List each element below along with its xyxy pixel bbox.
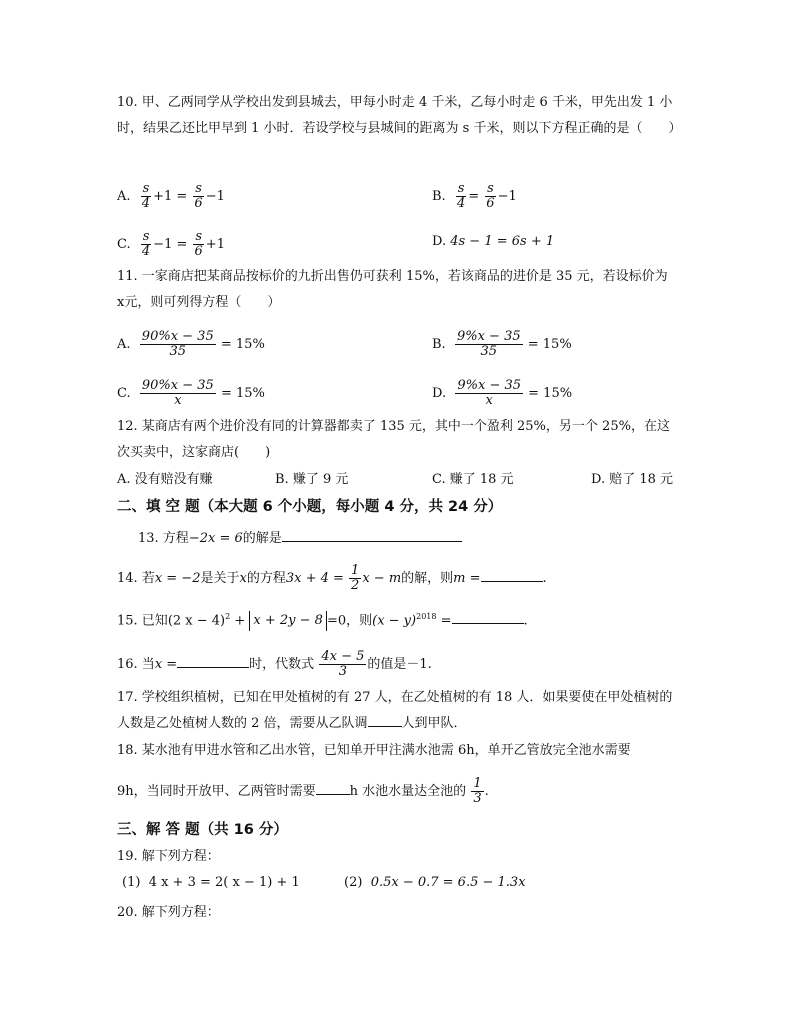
question-11-stem: 11. 一家商店把某商品按标价的九折出售仍可获利 15%，若该商品的进价是 35 元，若设标价为 x元，则可列得方程（ ） — [117, 269, 668, 310]
answer-blank[interactable] — [316, 780, 350, 795]
answer-blank[interactable] — [368, 712, 402, 727]
q12-option-a: A. 没有赔没有赚 — [117, 472, 213, 487]
question-20-title: 20. 解下列方程： — [117, 905, 220, 920]
answer-blank[interactable] — [481, 567, 543, 582]
question-19-part-1: (1) 4 x + 3 = 2( x − 1) + 1 — [122, 875, 300, 890]
question-19-title: 19. 解下列方程： — [117, 849, 220, 864]
answer-blank[interactable] — [282, 527, 462, 542]
q12-option-b: B. 赚了 9 元 — [275, 472, 349, 487]
question-13: 13. 方程−2x = 6的解是 — [138, 527, 462, 549]
q11-option-a: A. $\frac{90\%x - 35}{35}$ = 15% — [117, 329, 265, 359]
q10-option-b: B. $\frac{s}{4}$ = $\frac{s}{6}$ −1 — [432, 181, 517, 211]
section-2-title: 二、填 空 题（本大题 6 个小题，每小题 4 分，共 24 分） — [117, 499, 503, 515]
q11-option-c: C. $\frac{90\%x - 35}{x}$ = 15% — [117, 378, 265, 408]
question-19-part-2: (2) 0.5x − 0.7 = 6.5 − 1.3x — [344, 875, 526, 890]
question-18-line1: 18. 某水池有甲进水管和乙出水管，已知单开甲注满水池需 6h，单开乙管放完全池水需要 — [117, 743, 631, 758]
q10-option-d: D. 4s − 1 = 6s + 1 — [432, 234, 555, 249]
question-16: 16. 当x = 时，代数式 $\frac{4x - 5}{3}$ 的值是－1. — [117, 649, 432, 679]
q10-option-a: A. $\frac{s}{4}$ +1 = $\frac{s}{6}$ −1 — [117, 181, 225, 211]
answer-blank[interactable] — [452, 609, 524, 624]
q12-option-d: D. 赔了 18 元 — [591, 472, 674, 487]
section-3-title: 三、解 答 题（共 16 分） — [117, 822, 288, 838]
question-15: 15. 已知(2 x − 4)$^2$ + x + 2y − 8 =0，则$(x - y)^{2018}$ = . — [117, 607, 528, 631]
question-12-stem: 12. 某商店有两个进价没有同的计算器都卖了 135 元，其中一个盈利 25%，另一个 25%，在这次买卖中，这家商店( ) — [117, 419, 670, 460]
q11-option-d: D. $\frac{9\%x - 35}{x}$ = 15% — [432, 378, 573, 408]
question-10-stem: 10. 甲、乙两同学从学校出发到县城去，甲每小时走 4 千米，乙每小时走 6 千米，甲先出发 1 小时，结果乙还比甲早到 1 小时．若设学校与县城间的距离为 s 千米，则以下方程正确的是（ ） — [117, 95, 682, 136]
q10-option-c: C. $\frac{s}{4}$ −1 = $\frac{s}{6}$ +1 — [117, 229, 225, 259]
q12-option-c: C. 赚了 18 元 — [432, 472, 514, 487]
question-17: 17. 学校组织植树，已知在甲处植树的有 27 人，在乙处植树的有 18 人．如果要使在甲处植树的人数是乙处植树人数的 2 倍，需要从乙队调 人到甲队． — [117, 690, 673, 731]
question-18-line2: 9h，当同时开放甲、乙两管时需要 h 水池水量达全池的 $\frac{1}{3}$ . — [117, 776, 489, 806]
q11-option-b: B. $\frac{9\%x - 35}{35}$ = 15% — [432, 329, 572, 359]
question-14: 14. 若x = −2是关于x的方程3x + 4 = $\frac{1}{2}$ x − m的解，则m = . — [117, 563, 547, 593]
answer-blank[interactable] — [177, 653, 249, 668]
